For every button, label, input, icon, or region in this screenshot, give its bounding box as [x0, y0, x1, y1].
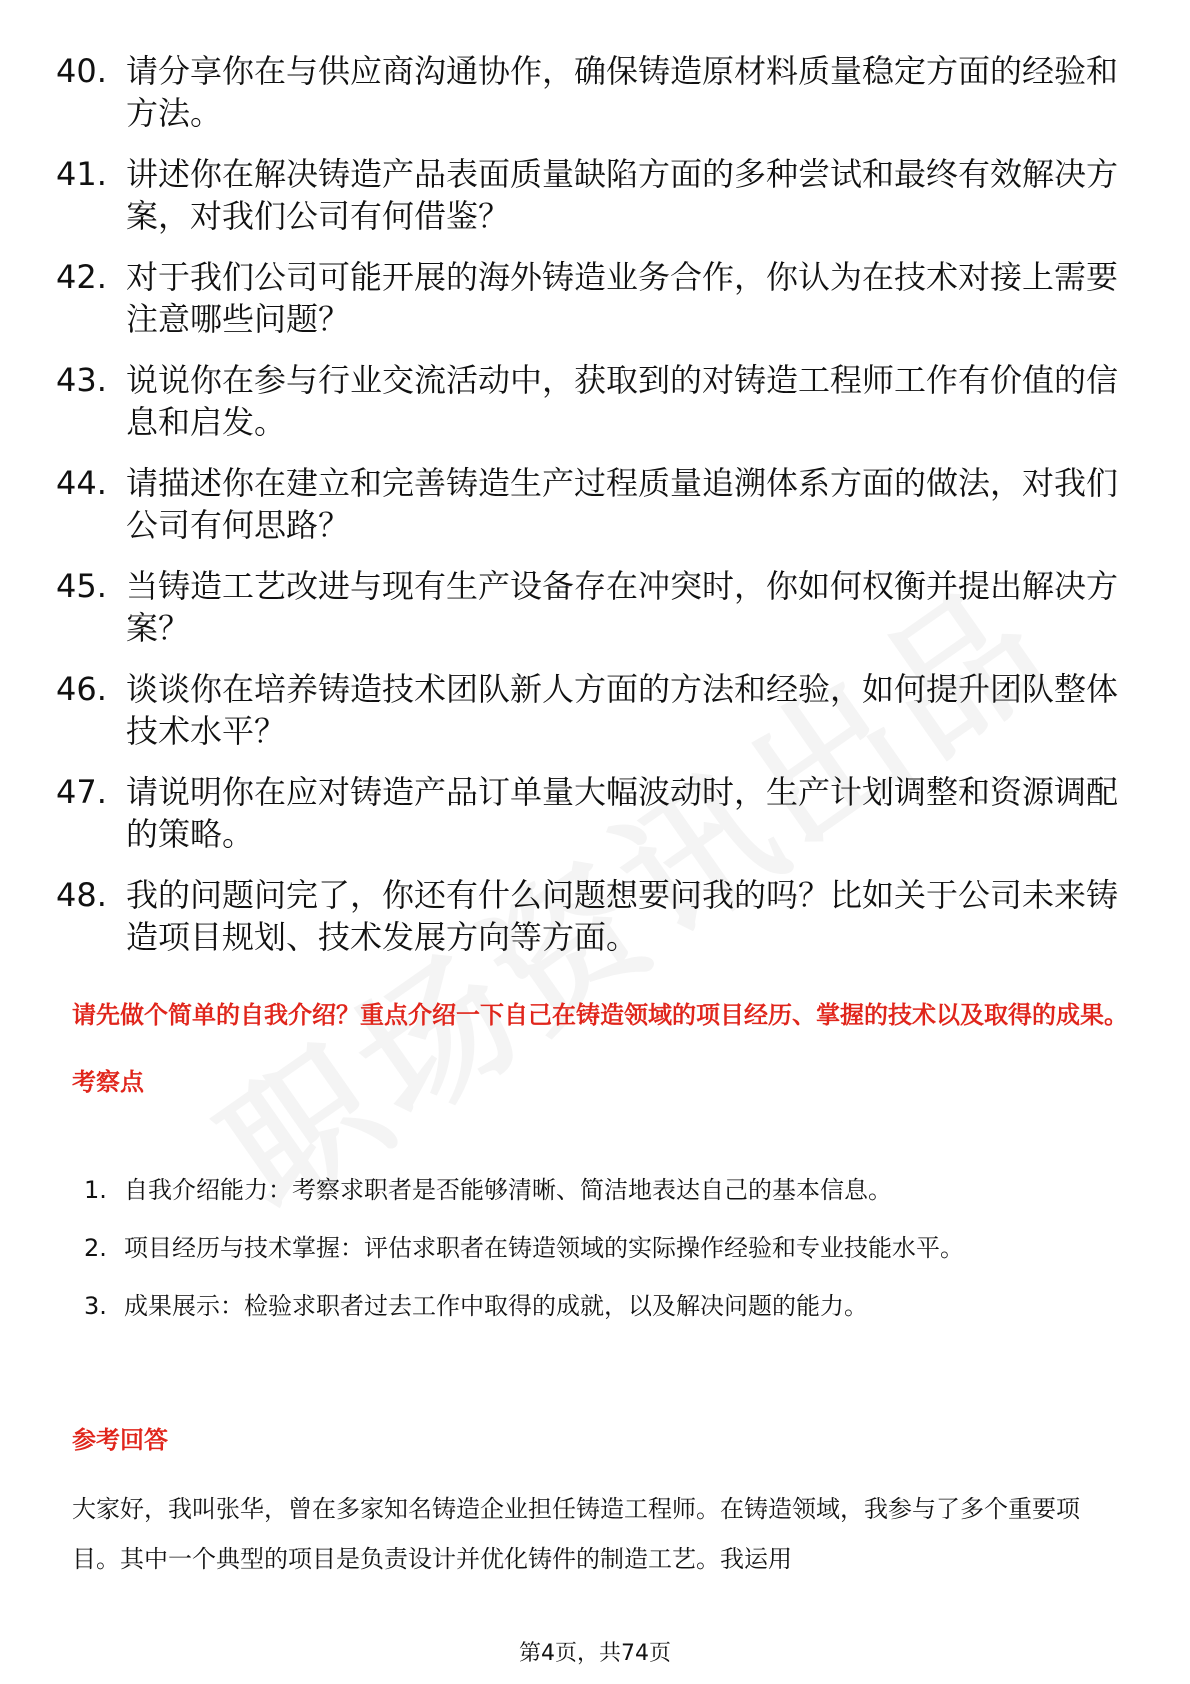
- question-item: [56, 565, 1126, 649]
- question-number: 41.: [56, 155, 107, 193]
- question-text: 说说你在参与行业交流活动中，获取到的对铸造工程师工作有价值的信息和启发。: [126, 361, 1119, 441]
- question-text: 请说明你在应对铸造产品订单量大幅波动时，生产计划调整和资源调配的策略。: [126, 773, 1119, 853]
- assessment-list: [84, 1165, 1124, 1339]
- assessment-text: 项目经历与技术掌握：评估求职者在铸造领域的实际操作经验和专业技能水平。: [124, 1234, 964, 1262]
- assessment-heading: 考察点: [72, 1068, 144, 1096]
- question-item: [56, 50, 1126, 134]
- reference-title: 参考回答: [72, 1426, 168, 1454]
- question-item: [56, 668, 1126, 752]
- question-list: [56, 50, 1126, 977]
- question-text: 请分享你在与供应商沟通协作，确保铸造原材料质量稳定方面的经验和方法。: [126, 52, 1119, 132]
- question-item: [56, 874, 1126, 958]
- assessment-item: [84, 1281, 1124, 1331]
- question-item: [56, 771, 1126, 855]
- question-text: 对于我们公司可能开展的海外铸造业务合作，你认为在技术对接上需要注意哪些问题？: [126, 258, 1119, 338]
- question-number: 45.: [56, 567, 107, 605]
- assessment-number: 1.: [84, 1176, 107, 1204]
- question-number: 43.: [56, 361, 107, 399]
- question-number: 46.: [56, 670, 107, 708]
- question-number: 42.: [56, 258, 107, 296]
- question-item: [56, 462, 1126, 546]
- question-text: 讲述你在解决铸造产品表面质量缺陷方面的多种尝试和最终有效解决方案，对我们公司有何借鉴？: [126, 155, 1119, 235]
- assessment-text: 自我介绍能力：考察求职者是否能够清晰、简洁地表达自己的基本信息。: [124, 1176, 892, 1204]
- question-text: 谈谈你在培养铸造技术团队新人方面的方法和经验，如何提升团队整体技术水平？: [126, 670, 1119, 750]
- question-item: [56, 359, 1126, 443]
- featured-question: 请先做个简单的自我介绍？重点介绍一下自己在铸造领域的项目经历、掌握的技术以及取得的成果。: [72, 1001, 1128, 1029]
- reference-answer: 大家好，我叫张华，曾在多家知名铸造企业担任铸造工程师。在铸造领域，我参与了多个重要项目。其中一个典型的项目是负责设计并优化铸件的制造工艺。我运用: [72, 1495, 1080, 1573]
- assessment-item: [84, 1223, 1124, 1273]
- question-text: 请描述你在建立和完善铸造生产过程质量追溯体系方面的做法，对我们公司有何思路？: [126, 464, 1119, 544]
- question-text: 我的问题问完了，你还有什么问题想要问我的吗？比如关于公司未来铸造项目规划、技术发展方向等方面。: [126, 876, 1119, 956]
- assessment-number: 2.: [84, 1234, 107, 1262]
- question-number: 44.: [56, 464, 107, 502]
- question-number: 47.: [56, 773, 107, 811]
- question-text: 当铸造工艺改进与现有生产设备存在冲突时，你如何权衡并提出解决方案？: [126, 567, 1119, 647]
- question-item: [56, 256, 1126, 340]
- assessment-number: 3.: [84, 1292, 107, 1320]
- question-number: 48.: [56, 876, 107, 914]
- question-item: [56, 153, 1126, 237]
- question-number: 40.: [56, 52, 107, 90]
- assessment-item: [84, 1165, 1124, 1215]
- page-footer: 第4页，共74页: [519, 1641, 671, 1666]
- assessment-text: 成果展示：检验求职者过去工作中取得的成就，以及解决问题的能力。: [124, 1292, 868, 1320]
